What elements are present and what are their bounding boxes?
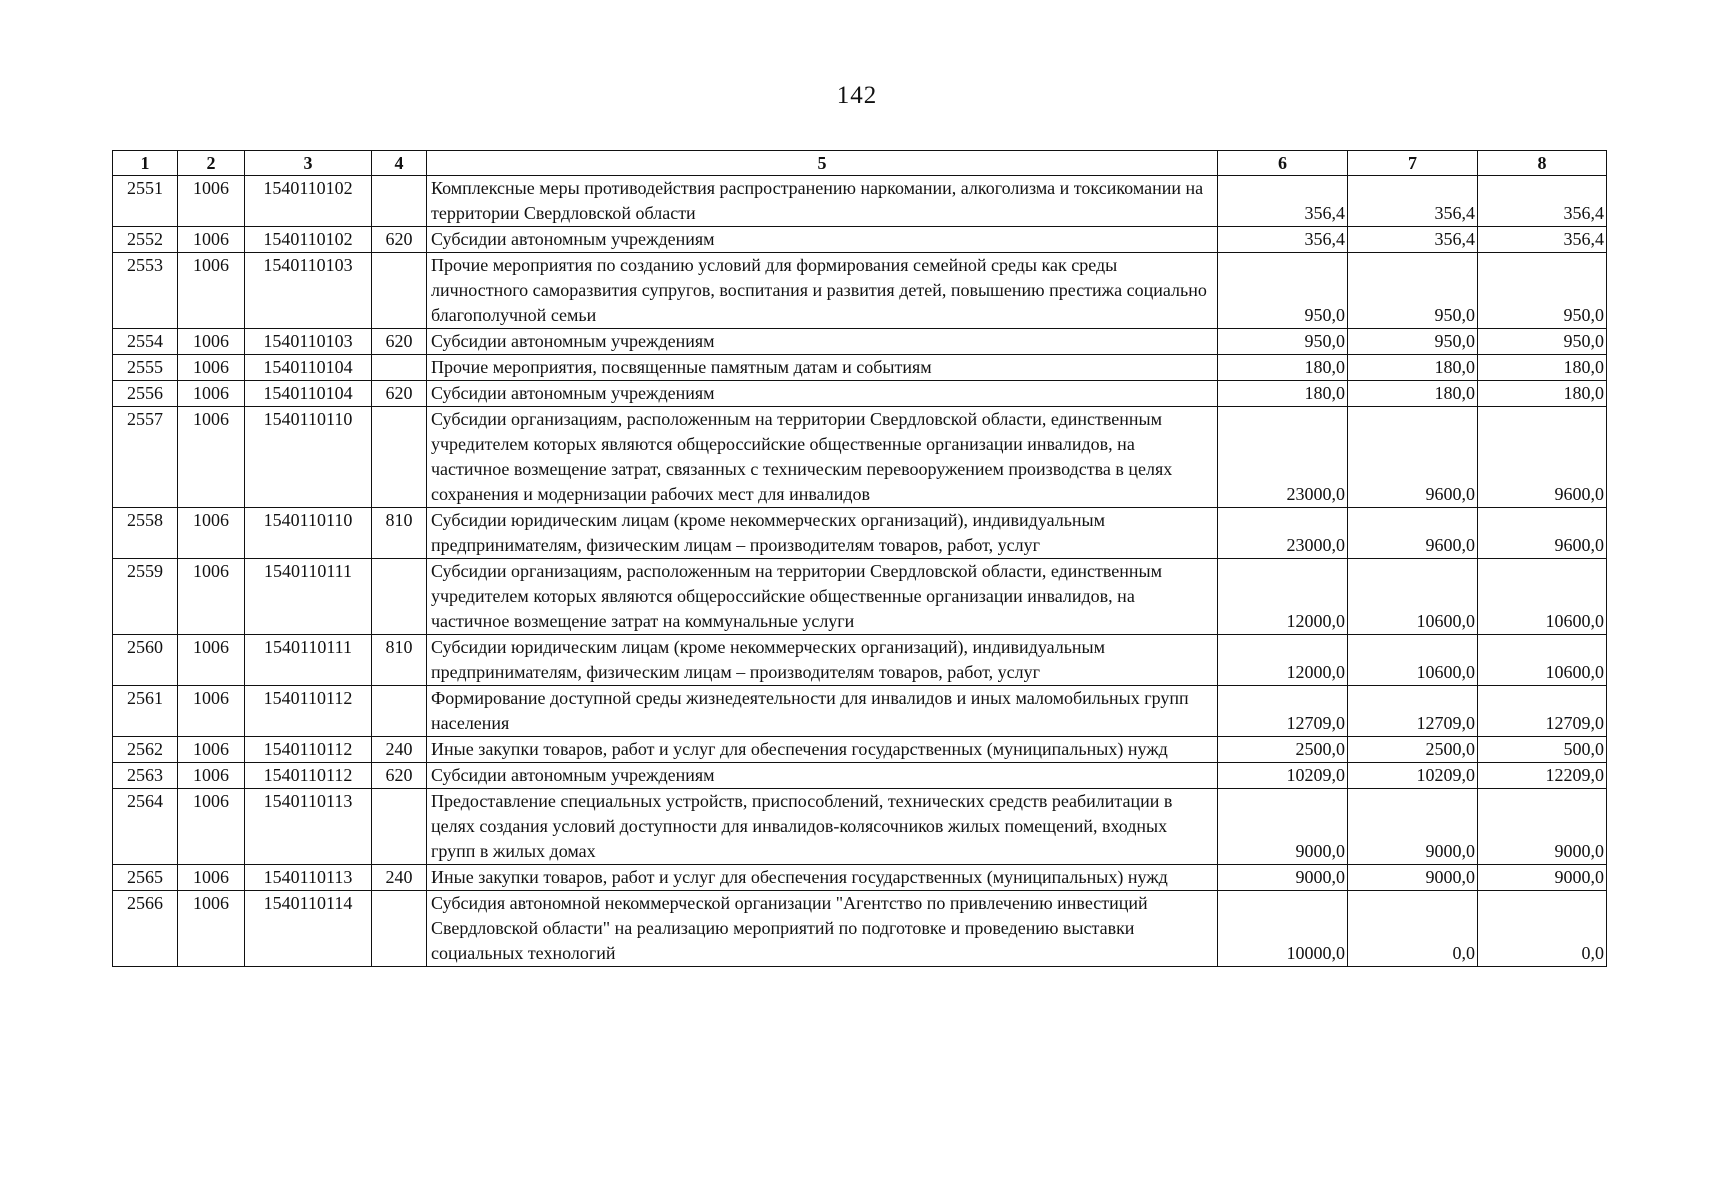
- expense-type-cell: 810: [372, 508, 427, 559]
- amount-cell-6: 9000,0: [1218, 865, 1348, 891]
- amount-cell-7: 9000,0: [1348, 865, 1478, 891]
- amount-cell-7: 9600,0: [1348, 508, 1478, 559]
- row-number-cell: 2551: [113, 176, 178, 227]
- amount-cell-8: 950,0: [1478, 253, 1607, 329]
- target-article-cell: 1540110111: [245, 559, 372, 635]
- amount-cell-7: 356,4: [1348, 227, 1478, 253]
- expense-type-cell: [372, 407, 427, 508]
- amount-cell-7: 180,0: [1348, 381, 1478, 407]
- target-article-cell: 1540110112: [245, 686, 372, 737]
- expense-type-cell: [372, 176, 427, 227]
- item-name-cell: Субсидии организациям, расположенным на территории Свердловской области, единственным учредителем которых являются общероссийские общественные организации инвалидов, на частичное возмещение затрат, связанных с техническим перевооружением производства в целях сохранения и модернизации рабочих мест для инвалидов: [427, 407, 1218, 508]
- row-number-cell: 2554: [113, 329, 178, 355]
- item-name-cell: Иные закупки товаров, работ и услуг для обеспечения государственных (муниципальных) нужд: [427, 737, 1218, 763]
- section-code-cell: 1006: [178, 891, 245, 967]
- amount-cell-7: 9000,0: [1348, 789, 1478, 865]
- amount-cell-6: 180,0: [1218, 355, 1348, 381]
- table-row: [113, 508, 1607, 559]
- column-header: 4: [372, 151, 427, 176]
- amount-cell-6: 10000,0: [1218, 891, 1348, 967]
- amount-cell-7: 9600,0: [1348, 407, 1478, 508]
- amount-cell-7: 950,0: [1348, 329, 1478, 355]
- target-article-cell: 1540110113: [245, 865, 372, 891]
- target-article-cell: 1540110111: [245, 635, 372, 686]
- amount-cell-7: 356,4: [1348, 176, 1478, 227]
- row-number-cell: 2555: [113, 355, 178, 381]
- column-header: 3: [245, 151, 372, 176]
- amount-cell-6: 12709,0: [1218, 686, 1348, 737]
- expense-type-cell: [372, 789, 427, 865]
- amount-cell-6: 9000,0: [1218, 789, 1348, 865]
- table-row: [113, 176, 1607, 227]
- expense-type-cell: 620: [372, 381, 427, 407]
- budget-table: [112, 150, 1607, 967]
- item-name-cell: Формирование доступной среды жизнедеятельности для инвалидов и иных маломобильных групп населения: [427, 686, 1218, 737]
- amount-cell-6: 23000,0: [1218, 508, 1348, 559]
- column-header: 7: [1348, 151, 1478, 176]
- amount-cell-7: 0,0: [1348, 891, 1478, 967]
- expense-type-cell: [372, 355, 427, 381]
- table-row: [113, 686, 1607, 737]
- target-article-cell: 1540110104: [245, 381, 372, 407]
- table-row: [113, 635, 1607, 686]
- section-code-cell: 1006: [178, 407, 245, 508]
- expense-type-cell: [372, 686, 427, 737]
- section-code-cell: 1006: [178, 227, 245, 253]
- row-number-cell: 2559: [113, 559, 178, 635]
- expense-type-cell: 240: [372, 865, 427, 891]
- item-name-cell: Субсидии автономным учреждениям: [427, 381, 1218, 407]
- amount-cell-6: 180,0: [1218, 381, 1348, 407]
- row-number-cell: 2564: [113, 789, 178, 865]
- table-row: [113, 559, 1607, 635]
- expense-type-cell: [372, 891, 427, 967]
- expense-type-cell: 620: [372, 227, 427, 253]
- expense-type-cell: [372, 253, 427, 329]
- section-code-cell: 1006: [178, 253, 245, 329]
- section-code-cell: 1006: [178, 635, 245, 686]
- row-number-cell: 2553: [113, 253, 178, 329]
- page-number: 142: [836, 82, 878, 109]
- column-header: 1: [113, 151, 178, 176]
- column-header: 8: [1478, 151, 1607, 176]
- amount-cell-6: 2500,0: [1218, 737, 1348, 763]
- table-row: [113, 407, 1607, 508]
- row-number-cell: 2566: [113, 891, 178, 967]
- item-name-cell: Субсидии организациям, расположенным на территории Свердловской области, единственным учредителем которых являются общероссийские общественные организации инвалидов, на частичное возмещение затрат на коммунальные услуги: [427, 559, 1218, 635]
- amount-cell-8: 9600,0: [1478, 407, 1607, 508]
- item-name-cell: Прочие мероприятия, посвященные памятным датам и событиям: [427, 355, 1218, 381]
- amount-cell-8: 180,0: [1478, 355, 1607, 381]
- amount-cell-7: 12709,0: [1348, 686, 1478, 737]
- column-header: 6: [1218, 151, 1348, 176]
- amount-cell-6: 10209,0: [1218, 763, 1348, 789]
- expense-type-cell: 620: [372, 329, 427, 355]
- row-number-cell: 2561: [113, 686, 178, 737]
- row-number-cell: 2552: [113, 227, 178, 253]
- section-code-cell: 1006: [178, 763, 245, 789]
- amount-cell-6: 12000,0: [1218, 559, 1348, 635]
- section-code-cell: 1006: [178, 686, 245, 737]
- section-code-cell: 1006: [178, 355, 245, 381]
- section-code-cell: 1006: [178, 789, 245, 865]
- expense-type-cell: [372, 559, 427, 635]
- table-row: [113, 227, 1607, 253]
- item-name-cell: Субсидии юридическим лицам (кроме некоммерческих организаций), индивидуальным предпринимателям, физическим лицам – производителям товаров, работ, услуг: [427, 635, 1218, 686]
- table-row: [113, 763, 1607, 789]
- row-number-cell: 2562: [113, 737, 178, 763]
- item-name-cell: Комплексные меры противодействия распространению наркомании, алкоголизма и токсикомании на территории Свердловской области: [427, 176, 1218, 227]
- amount-cell-7: 2500,0: [1348, 737, 1478, 763]
- amount-cell-8: 356,4: [1478, 176, 1607, 227]
- amount-cell-8: 12709,0: [1478, 686, 1607, 737]
- row-number-cell: 2556: [113, 381, 178, 407]
- row-number-cell: 2560: [113, 635, 178, 686]
- row-number-cell: 2558: [113, 508, 178, 559]
- target-article-cell: 1540110102: [245, 176, 372, 227]
- target-article-cell: 1540110103: [245, 329, 372, 355]
- item-name-cell: Субсидии автономным учреждениям: [427, 763, 1218, 789]
- section-code-cell: 1006: [178, 381, 245, 407]
- amount-cell-8: 9000,0: [1478, 865, 1607, 891]
- target-article-cell: 1540110102: [245, 227, 372, 253]
- target-article-cell: 1540110110: [245, 508, 372, 559]
- amount-cell-7: 180,0: [1348, 355, 1478, 381]
- section-code-cell: 1006: [178, 559, 245, 635]
- amount-cell-8: 10600,0: [1478, 635, 1607, 686]
- expense-type-cell: 240: [372, 737, 427, 763]
- row-number-cell: 2565: [113, 865, 178, 891]
- item-name-cell: Прочие мероприятия по созданию условий для формирования семейной среды как среды личностного саморазвития супругов, воспитания и развития детей, повышению престижа социально благополучной семьи: [427, 253, 1218, 329]
- expense-type-cell: 620: [372, 763, 427, 789]
- section-code-cell: 1006: [178, 865, 245, 891]
- table-row: [113, 891, 1607, 967]
- amount-cell-6: 356,4: [1218, 176, 1348, 227]
- target-article-cell: 1540110104: [245, 355, 372, 381]
- amount-cell-8: 12209,0: [1478, 763, 1607, 789]
- amount-cell-6: 23000,0: [1218, 407, 1348, 508]
- row-number-cell: 2563: [113, 763, 178, 789]
- amount-cell-8: 10600,0: [1478, 559, 1607, 635]
- section-code-cell: 1006: [178, 176, 245, 227]
- amount-cell-8: 950,0: [1478, 329, 1607, 355]
- table-row: [113, 865, 1607, 891]
- target-article-cell: 1540110112: [245, 737, 372, 763]
- table-row: [113, 253, 1607, 329]
- target-article-cell: 1540110112: [245, 763, 372, 789]
- table-row: [113, 381, 1607, 407]
- section-code-cell: 1006: [178, 508, 245, 559]
- table-row: [113, 329, 1607, 355]
- amount-cell-7: 10600,0: [1348, 559, 1478, 635]
- item-name-cell: Субсидии автономным учреждениям: [427, 329, 1218, 355]
- amount-cell-7: 10600,0: [1348, 635, 1478, 686]
- table-row: [113, 355, 1607, 381]
- amount-cell-7: 950,0: [1348, 253, 1478, 329]
- target-article-cell: 1540110110: [245, 407, 372, 508]
- section-code-cell: 1006: [178, 329, 245, 355]
- target-article-cell: 1540110113: [245, 789, 372, 865]
- amount-cell-6: 950,0: [1218, 253, 1348, 329]
- table-row: [113, 737, 1607, 763]
- table-row: [113, 789, 1607, 865]
- amount-cell-8: 0,0: [1478, 891, 1607, 967]
- expense-type-cell: 810: [372, 635, 427, 686]
- item-name-cell: Субсидии юридическим лицам (кроме некоммерческих организаций), индивидуальным предпринимателям, физическим лицам – производителям товаров, работ, услуг: [427, 508, 1218, 559]
- amount-cell-6: 12000,0: [1218, 635, 1348, 686]
- amount-cell-8: 356,4: [1478, 227, 1607, 253]
- item-name-cell: Предоставление специальных устройств, приспособлений, технических средств реабилитации в целях создания условий доступности для инвалидов-колясочников жилых помещений, входных групп в жилых домах: [427, 789, 1218, 865]
- amount-cell-8: 9000,0: [1478, 789, 1607, 865]
- column-header: 5: [427, 151, 1218, 176]
- amount-cell-6: 356,4: [1218, 227, 1348, 253]
- section-code-cell: 1006: [178, 737, 245, 763]
- table-header-row: [113, 151, 1607, 176]
- column-header: 2: [178, 151, 245, 176]
- target-article-cell: 1540110114: [245, 891, 372, 967]
- amount-cell-7: 10209,0: [1348, 763, 1478, 789]
- item-name-cell: Субсидии автономным учреждениям: [427, 227, 1218, 253]
- target-article-cell: 1540110103: [245, 253, 372, 329]
- amount-cell-8: 180,0: [1478, 381, 1607, 407]
- item-name-cell: Иные закупки товаров, работ и услуг для обеспечения государственных (муниципальных) нужд: [427, 865, 1218, 891]
- amount-cell-8: 500,0: [1478, 737, 1607, 763]
- row-number-cell: 2557: [113, 407, 178, 508]
- amount-cell-6: 950,0: [1218, 329, 1348, 355]
- item-name-cell: Субсидия автономной некоммерческой организации "Агентство по привлечению инвестиций Свердловской области" на реализацию мероприятий по подготовке и проведению выставки социальных технологий: [427, 891, 1218, 967]
- amount-cell-8: 9600,0: [1478, 508, 1607, 559]
